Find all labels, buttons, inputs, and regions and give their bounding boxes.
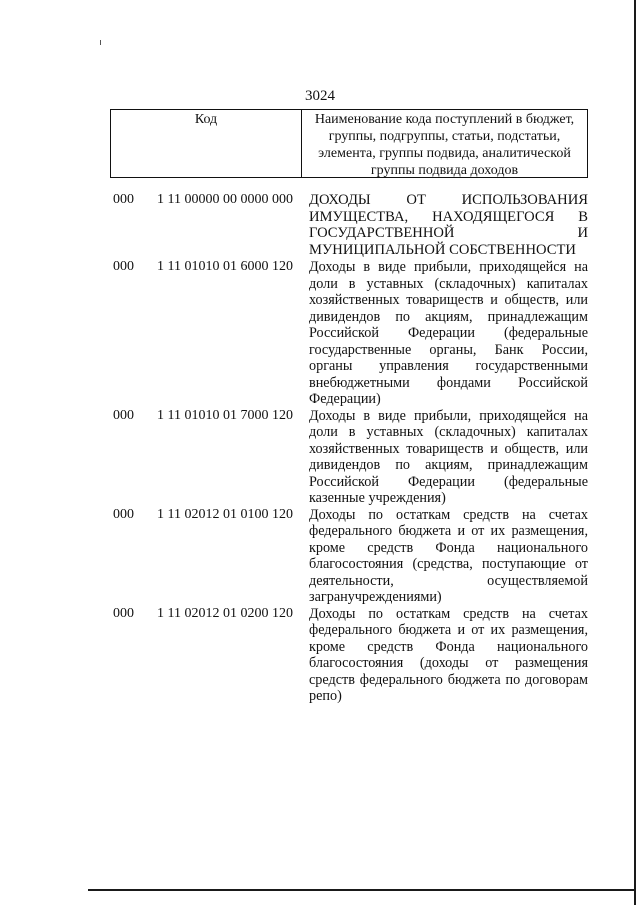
revenue-name: Доходы по остаткам средств на счетах федерального бюджета и от их размещения, кроме средств Фонда национального благосостояния (доходы от размещения средств федерального бюджета по договорам репо) (309, 605, 588, 704)
revenue-code: 1 11 02012 01 0100 120 (157, 506, 293, 522)
table-header (110, 109, 588, 178)
admin-code: 000 (113, 407, 134, 423)
table-row (110, 507, 590, 606)
revenue-name: Доходы по остаткам средств на счетах федерального бюджета и от их размещения, кроме средств Фонда национального благосостояния (средства, поступающие от деятельности, осуществляемой загранучреждениями) (309, 506, 588, 605)
revenue-code: 1 11 01010 01 7000 120 (157, 407, 293, 423)
revenue-code: 1 11 00000 00 0000 000 (157, 192, 293, 207)
revenue-code-list (110, 192, 590, 705)
revenue-code: 1 11 02012 01 0200 120 (157, 605, 293, 621)
table-row (110, 259, 590, 408)
code-column-header: Код (111, 110, 302, 177)
name-column-header: Наименование кода поступлений в бюджет, группы, подгруппы, статьи, подстатьи, элемента, группы подвида, аналитической группы подвида доходов (314, 112, 575, 178)
page-number: 3024 (305, 88, 335, 104)
admin-code: 000 (113, 192, 134, 207)
revenue-name: Доходы в виде прибыли, приходящейся на доли в уставных (складочных) капиталах хозяйственных товариществ и обществ, или дивидендов по акциям, принадлежащим Российской Федерации (федеральные казенные учреждения) (309, 407, 588, 506)
admin-code: 000 (113, 506, 134, 522)
revenue-name: Доходы в виде прибыли, приходящейся на доли в уставных (складочных) капиталах хозяйственных товариществ и обществ, или дивидендов по акциям, принадлежащим Российской Федерации (федеральные государственные органы, Банк России, органы управления государственными внебюджетными фондами Российской Федерации) (309, 259, 588, 407)
revenue-code: 1 11 01010 01 6000 120 (157, 259, 293, 274)
revenue-name: ДОХОДЫ ОТ ИСПОЛЬЗОВАНИЯ ИМУЩЕСТВА, НАХОДЯЩЕГОСЯ В ГОСУДАРСТВЕННОЙ И МУНИЦИПАЛЬНОЙ СОБСТВЕННОСТИ (309, 192, 588, 258)
table-row (110, 408, 590, 507)
admin-code: 000 (113, 605, 134, 621)
table-row (110, 192, 590, 258)
table-row (110, 606, 590, 705)
admin-code: 000 (113, 259, 134, 274)
scan-edge-bottom (88, 889, 636, 891)
scan-speck (100, 40, 101, 45)
scan-edge-right (634, 0, 636, 905)
